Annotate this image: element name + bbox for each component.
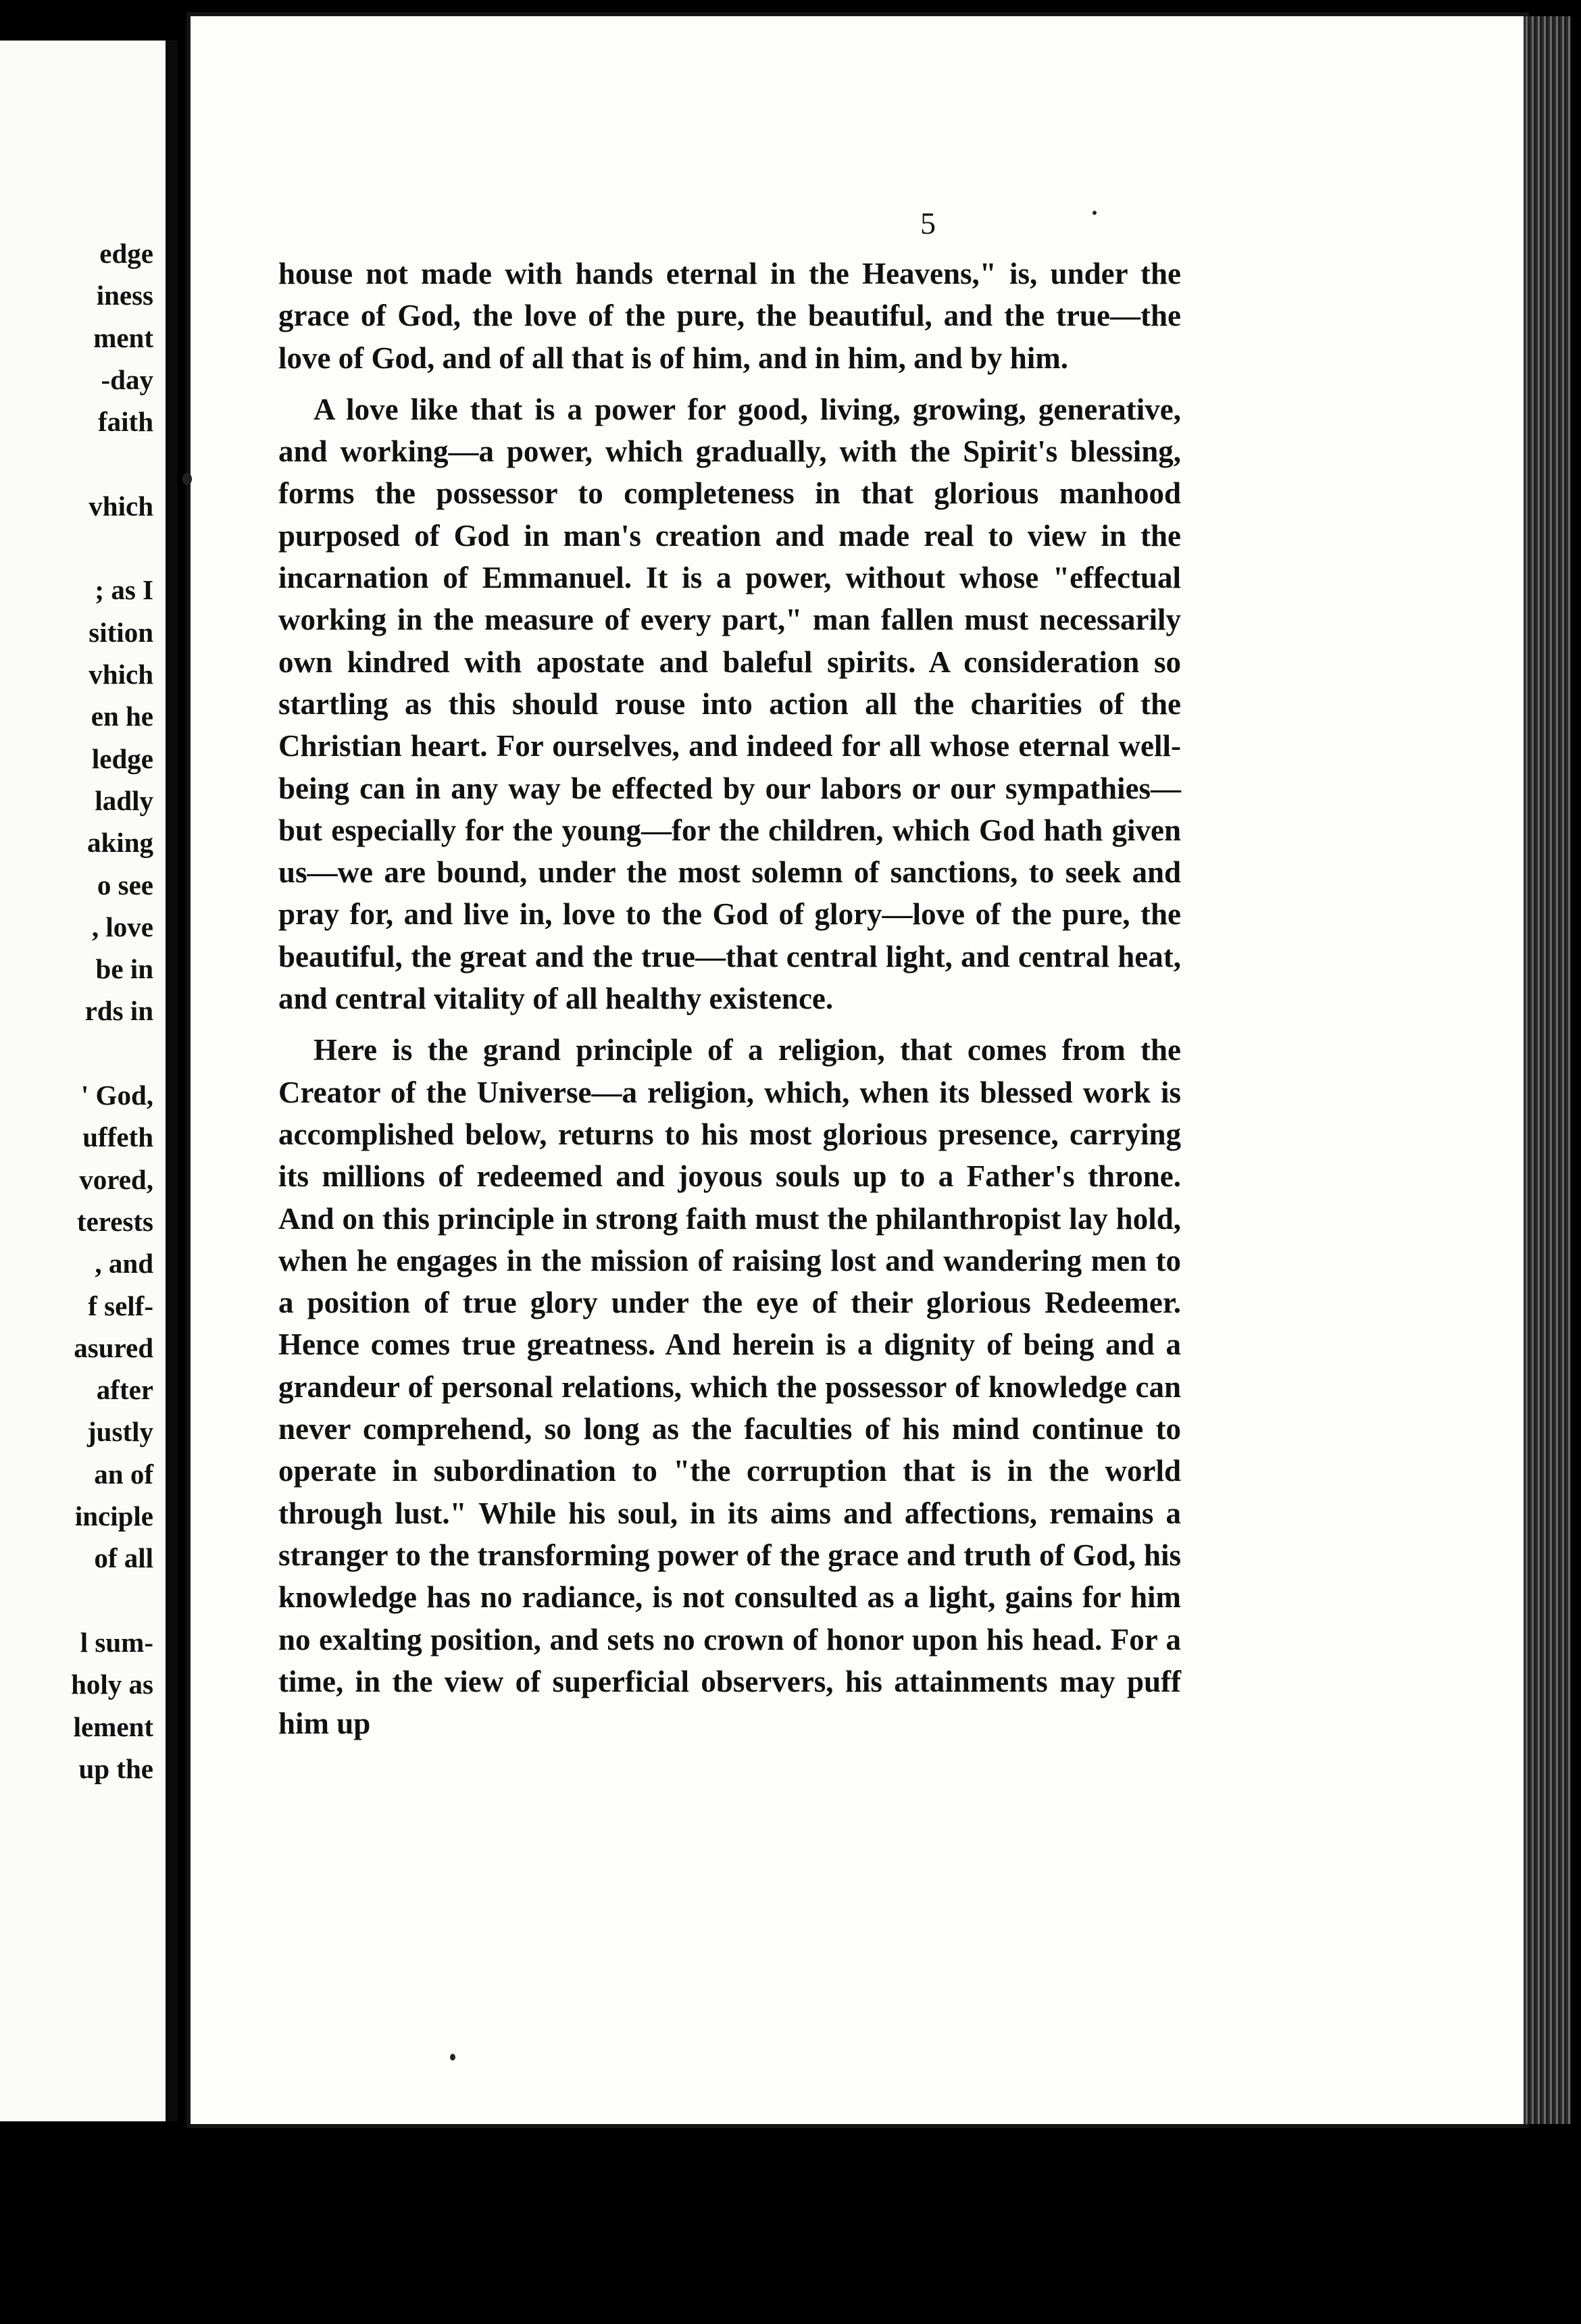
left-page-line: up the bbox=[78, 1752, 153, 1784]
left-page-line: aking bbox=[87, 827, 153, 859]
left-page-line: iness bbox=[96, 280, 153, 311]
paragraph-2: A love like that is a power for good, living, growing, generative, and working—a power, which gradually, with the Spirit's blessing, forms the possessor to completeness in that glorious manhood purposed of God in man's creation and made real to view in the incarnation of Emmanuel. It is a power, without whose "effectual working in the measure of every part," man fallen must necessarily own kindred with apostate and baleful spirits. A consideration so startling as this should rouse into action all the charities of the Christian heart. For ourselves, and indeed for all whose eternal well-being can in any way be effected by our labors or our sympathies—but especially for the young—for the children, which God hath given us—we are bound, under the most solemn of sanctions, to seek and pray for, and live in, love to the God of glory—love of the pure, the beautiful, the great and the true—that central light, and central heat, and central vitality of all healthy existence. bbox=[278, 392, 1181, 1016]
left-page-line: terests bbox=[76, 1205, 153, 1237]
left-page-line: -day bbox=[101, 363, 153, 395]
left-page-line: , love bbox=[91, 911, 153, 942]
left-page-line: f self- bbox=[88, 1290, 153, 1321]
left-page-line: o see bbox=[97, 869, 153, 901]
left-page-line: , and bbox=[95, 1248, 153, 1280]
page-stack-edge bbox=[1524, 16, 1571, 2124]
paragraph-1: house not made with hands eternal in the Heavens," is, under the grace of God, the love of the pure, the beautiful, and the true—the love of God, and of all that is of him, and in him, and by him. bbox=[278, 257, 1181, 375]
left-page-line: lement bbox=[73, 1711, 153, 1742]
left-page-line: vhich bbox=[89, 490, 153, 522]
left-page-line: ; as I bbox=[95, 574, 153, 606]
left-page-line: inciple bbox=[74, 1500, 153, 1532]
left-page-line: asured bbox=[74, 1332, 153, 1363]
paper-speck bbox=[1093, 211, 1097, 215]
left-page-line: after bbox=[96, 1374, 153, 1406]
paper-speck bbox=[450, 2054, 455, 2061]
left-page-line: of all bbox=[94, 1542, 153, 1574]
left-page-line: vhich bbox=[89, 659, 153, 690]
left-page-line: en he bbox=[91, 701, 153, 732]
left-page-line: faith bbox=[98, 406, 153, 438]
left-page-line: ' God, bbox=[80, 1080, 153, 1111]
left-page-line: be in bbox=[95, 953, 153, 985]
left-page-line: uffeth bbox=[82, 1121, 153, 1153]
page-body bbox=[278, 253, 1181, 1754]
previous-page-fragment bbox=[0, 41, 178, 2121]
left-page-line: an of bbox=[94, 1458, 153, 1490]
page-number: 5 bbox=[920, 206, 936, 241]
left-page-line: ladly bbox=[95, 784, 153, 816]
left-page-line: ledge bbox=[91, 742, 153, 774]
left-page-line: justly bbox=[87, 1416, 153, 1448]
paragraph-3: Here is the grand principle of a religion, that comes from the Creator of the Universe—a religion, which, when its blessed work is accomplished below, returns to his most glorious presence, carrying its millions of redeemed and joyous souls up to a Father's throne. And on this principle in strong faith must the philanthropist lay hold, when he engages in the mission of raising lost and wandering men to a position of true glory under the eye of their glorious Redeemer. Hence comes true greatness. And herein is a dignity of being and a grandeur of personal relations, which the possessor of knowledge can never comprehend, so long as the faculties of his mind continue to operate in subordination to "the corruption that is in the world through lust." While his soul, in its aims and affections, remains a stranger to the transforming power of the grace and truth of God, his knowledge has no radiance, is not consulted as a light, gains for him no exalting position, and sets no crown of honor upon his head. For a time, in the view of superficial observers, his attainments may puff him up bbox=[278, 1033, 1181, 1741]
left-page-line: vored, bbox=[79, 1163, 153, 1195]
left-page-line: sition bbox=[89, 616, 153, 648]
paper-mark bbox=[182, 473, 192, 485]
left-page-line: l sum- bbox=[80, 1626, 153, 1658]
left-page-line: edge bbox=[99, 238, 153, 269]
left-page-line: rds in bbox=[84, 995, 153, 1027]
left-page-line: ment bbox=[93, 322, 153, 353]
left-page-line: holy as bbox=[71, 1669, 153, 1700]
